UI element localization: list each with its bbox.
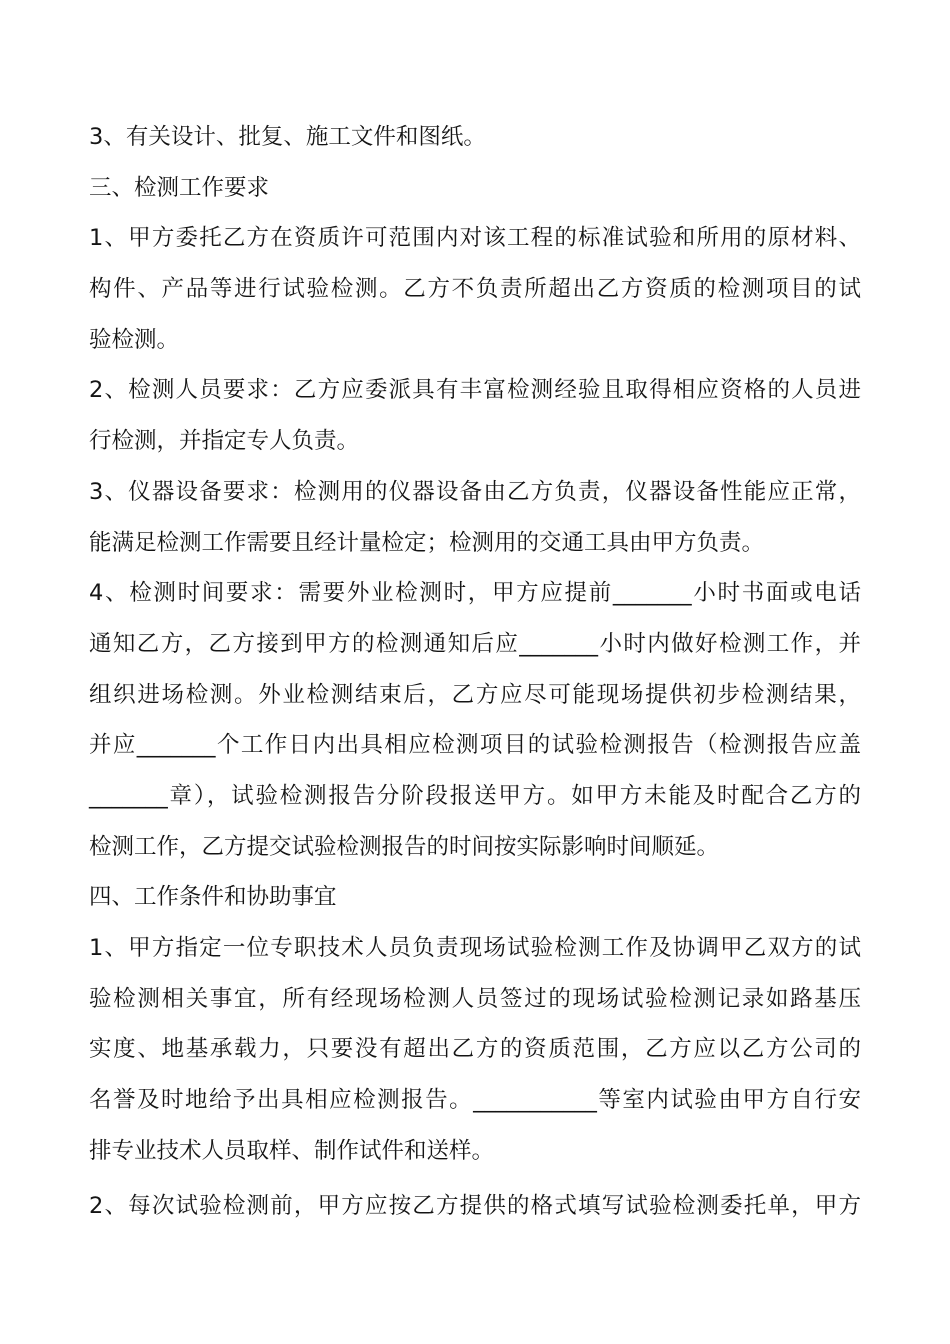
text-line: 实度、地基承载力，只要没有超出乙方的资质范围，乙方应以乙方公司的 <box>89 1036 861 1063</box>
text-line: 2、检测人员要求：乙方应委派具有丰富检测经验且取得相应资格的人员进 <box>89 377 861 404</box>
text-line: 排专业技术人员取样、制作试件和送样。 <box>89 1137 495 1164</box>
document-body <box>89 112 861 1232</box>
text-line: 检测工作，乙方提交试验检测报告的时间按实际影响时间顺延。 <box>89 833 720 860</box>
section-heading: 四、工作条件和协助事宜 <box>89 884 337 911</box>
text-line: 通知乙方，乙方接到甲方的检测通知后应_______小时内做好检测工作，并 <box>89 630 861 657</box>
text-line: 验检测。 <box>89 326 180 353</box>
text-line: 1、甲方委托乙方在资质许可范围内对该工程的标准试验和所用的原材料、 <box>89 225 861 252</box>
text-line: 1、甲方指定一位专职技术人员负责现场试验检测工作及协调甲乙双方的试 <box>89 935 861 961</box>
text-line: 验检测相关事宜，所有经现场检测人员签过的现场试验检测记录如路基压 <box>89 985 861 1012</box>
text-line: 构件、产品等进行试验检测。乙方不负责所超出乙方资质的检测项目的试 <box>89 276 861 303</box>
text-line: 能满足检测工作需要且经计量检定；检测用的交通工具由甲方负责。 <box>89 529 765 556</box>
text-line: 3、仪器设备要求：检测用的仪器设备由乙方负责，仪器设备性能应正常， <box>89 478 861 505</box>
text-line: 行检测，并指定专人负责。 <box>89 428 360 455</box>
text-line: _______章），试验检测报告分阶段报送甲方。如甲方未能及时配合乙方的 <box>89 782 861 809</box>
text-line: 2、每次试验检测前，甲方应按乙方提供的格式填写试验检测委托单，甲方 <box>89 1193 861 1220</box>
text-line: 组织进场检测。外业检测结束后，乙方应尽可能现场提供初步检测结果， <box>89 681 861 708</box>
section-heading: 三、检测工作要求 <box>89 174 270 201</box>
text-line: 名誉及时地给予出具相应检测报告。___________等室内试验由甲方自行安 <box>89 1087 861 1114</box>
text-line: 4、检测时间要求：需要外业检测时，甲方应提前_______小时书面或电话 <box>89 580 861 607</box>
text-line: 并应_______个工作日内出具相应检测项目的试验检测报告（检测报告应盖 <box>89 732 861 759</box>
text-line: 3、有关设计、批复、施工文件和图纸。 <box>89 124 486 150</box>
